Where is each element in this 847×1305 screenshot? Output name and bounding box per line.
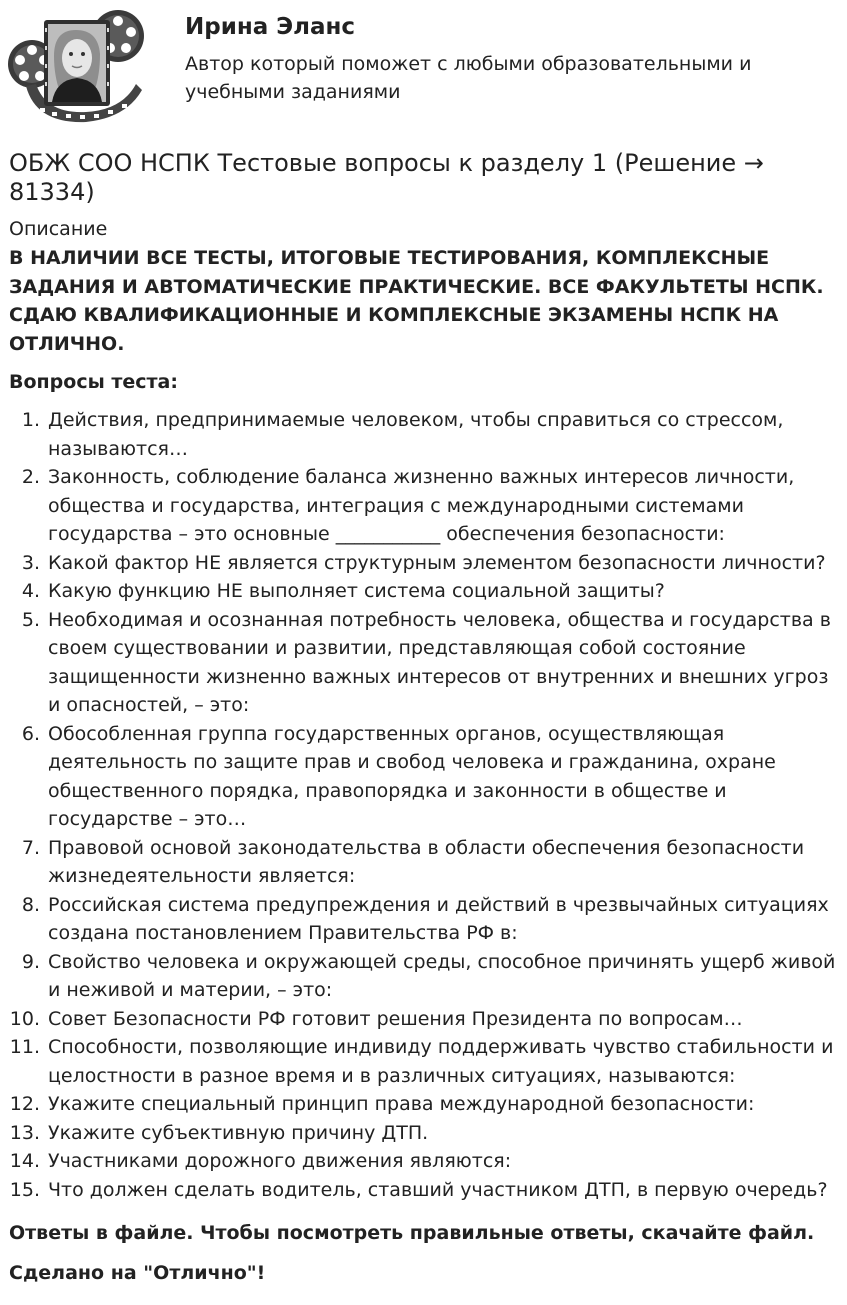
list-item <box>0 1147 847 1176</box>
page-title: ОБЖ СОО НСПК Тестовые вопросы к разделу 1 (Решение → 81334) <box>9 149 764 206</box>
question-text: Какую функцию НЕ выполняет система социальной защиты? <box>48 580 665 602</box>
list-item <box>0 406 847 463</box>
description-label: Описание <box>9 218 108 240</box>
question-number: 14. <box>9 1150 40 1172</box>
description-text: В НАЛИЧИИ ВСЕ ТЕСТЫ, ИТОГОВЫЕ ТЕСТИРОВАНИЯ, КОМПЛЕКСНЫЕ ЗАДАНИЯ И АВТОМАТИЧЕСКИЕ ПРАКТИЧЕСКИЕ. ВСЕ ФАКУЛЬТЕТЫ НСПК. СДАЮ КВАЛИФИКАЦИОННЫЕ И КОМПЛЕКСНЫЕ ЭКЗАМЕНЫ НСПК НА ОТЛИЧНО. <box>9 247 824 355</box>
question-text: Что должен сделать водитель, ставший участником ДТП, в первую очередь? <box>48 1178 828 1201</box>
author-description: Автор который поможет с любыми образовательными и учебными заданиями <box>185 53 752 103</box>
list-item <box>0 1090 847 1119</box>
question-text: Участниками дорожного движения являются: <box>48 1150 512 1172</box>
question-text: Способности, позволяющие индивиду поддерживать чувство стабильности и целостности в разное время и в различных ситуациях, называются: <box>48 1036 834 1087</box>
question-text: Законность, соблюдение баланса жизненно важных интересов личности, общества и государства, интеграция с международными системами государства – это основные ___________ обеспечения безопасности: <box>48 466 795 545</box>
list-item <box>0 463 847 549</box>
question-text: Обособленная группа государственных органов, осуществляющая деятельность по защите прав и свобод человека и гражданина, охране общественного порядка, правопорядка и законности в обществе и государстве – это… <box>48 722 776 830</box>
author-avatar[interactable] <box>6 6 152 128</box>
question-number: 11. <box>9 1036 40 1058</box>
question-number: 10. <box>9 1007 40 1030</box>
question-text: Необходимая и осознанная потребность человека, общества и государства в своем существовании и развитии, представляющая собой состояние защищенности жизненно важных интересов от внутренних и внешних угроз и опасностей, – это: <box>48 608 831 716</box>
question-text: Укажите субъективную причину ДТП. <box>48 1121 429 1144</box>
question-text: Правовой основой законодательства в области обеспечения безопасности жизнедеятельности является: <box>48 836 805 887</box>
question-text: Укажите специальный принцип права международной безопасности: <box>48 1093 755 1115</box>
film-reel-portrait-icon <box>6 6 152 128</box>
question-text: Совет Безопасности РФ готовит решения Президента по вопросам… <box>48 1007 743 1030</box>
list-item <box>0 1033 847 1090</box>
question-number: 7. <box>21 836 40 859</box>
list-item <box>0 720 847 834</box>
list-item <box>0 834 847 891</box>
question-number: 6. <box>21 722 40 745</box>
list-item <box>0 891 847 948</box>
list-item <box>0 606 847 720</box>
question-text: Свойство человека и окружающей среды, способное причинять ущерб живой и неживой и материи, – это: <box>48 950 836 1001</box>
question-number: 4. <box>21 580 40 602</box>
author-name[interactable]: Ирина Эланс <box>185 14 356 40</box>
list-item <box>0 549 847 578</box>
question-number: 5. <box>21 608 40 631</box>
answers-note: Ответы в файле. Чтобы посмотреть правильные ответы, скачайте файл. <box>9 1222 815 1244</box>
quality-note: Сделано на "Отлично"! <box>9 1262 266 1284</box>
question-text: Какой фактор НЕ является структурным элементом безопасности личности? <box>48 551 826 574</box>
questions-heading: Вопросы теста: <box>9 371 178 393</box>
question-number: 13. <box>9 1121 40 1144</box>
question-number: 3. <box>21 551 40 574</box>
list-item <box>0 948 847 1005</box>
list-item <box>0 1176 847 1205</box>
list-item <box>0 1005 847 1034</box>
question-number: 9. <box>21 950 40 973</box>
question-number: 2. <box>21 466 40 488</box>
list-item <box>0 1119 847 1148</box>
questions-list <box>0 406 847 1204</box>
question-number: 8. <box>21 893 40 916</box>
author-header <box>0 0 847 130</box>
question-number: 15. <box>9 1178 40 1201</box>
question-number: 1. <box>21 409 40 431</box>
question-number: 12. <box>9 1093 40 1115</box>
list-item <box>0 577 847 606</box>
question-text: Действия, предпринимаемые человеком, чтобы справиться со стрессом, называются… <box>48 409 784 460</box>
question-text: Российская система предупреждения и действий в чрезвычайных ситуациях создана постановлением Правительства РФ в: <box>48 893 829 944</box>
